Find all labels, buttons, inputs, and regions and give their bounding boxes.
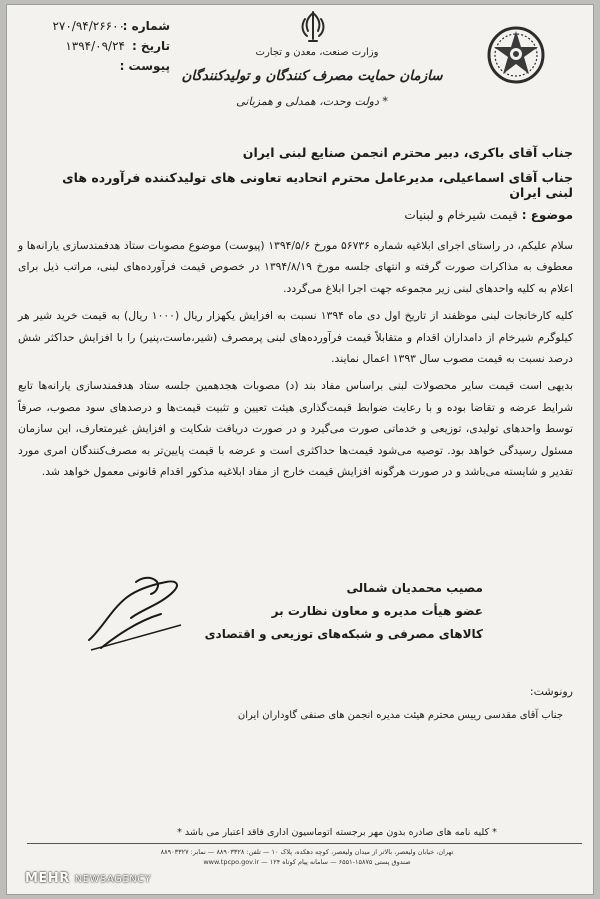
footer-divider: [27, 843, 582, 844]
body-paragraph-2: کلیه کارخانجات لبنی موظفند از تاریخ اول دی ماه ۱۳۹۴ نسبت به افزایش یکهزار ریال (۱۰۰۰ ریال) به قیمت خرید شیر هر کیلوگرم شیرخام از دامداران اقدام و متقابلاً قیمت فرآورده‌های لبنی پرمصرف (شیر،ماست،پنیر) را با افزایش حداکثر شش درصد نسبت به قیمت مصوب سال ۱۳۹۳ اعمال نمایند.: [18, 309, 574, 366]
date-label: تاریخ :: [131, 39, 170, 53]
letter-metadata: [35, 19, 170, 79]
news-agency-watermark: [25, 871, 151, 886]
attachment-label: پیوست :: [119, 59, 170, 73]
cc-recipient: جناب آقای مقدسی رییس محترم هیئت مدیره انجمن های صنفی گاوداران ایران: [237, 710, 563, 721]
organization-name: سازمان حمایت مصرف کنندگان و تولیدکنندگان: [181, 68, 443, 84]
national-emblem-icon: [297, 9, 329, 45]
body-paragraph-3: بدیهی است قیمت سایر محصولات لبنی براساس مفاد بند (د) مصوبات هجدهمین جلسه ستاد هدفمندسازی یارانه‌ها تابع شرایط عرضه و تقاضا بوده و با رعایت ضوابط قیمت‌گذاری هیئت تعیین و تثبیت قیمت‌ها و درصدهای سود مصوب، صرفاً توسط واحدهای تولیدی، توزیعی و خدماتی صورت می‌گیرد و در صورت دریافت شکایت و افزایش غیرمتعارف، این سازمان مسئول رسیدگی خواهد بود. توصیه می‌شود قیمت‌ها حداکثری است و عرضه با قیمت پایین‌تر به مصرف‌کنندگان امری مورد تقدیر و شایسته می‌باشد و در صورت هرگونه افزایش قیمت خارج از مفاد ابلاغیه مذکور اقدام قانونی معمول خواهد شد.: [18, 379, 573, 479]
addressee-2: جناب آقای اسماعیلی، مدیرعامل محترم اتحادیه تعاونی های تولیدکننده فرآورده های لبنی ایران: [62, 170, 573, 200]
signer-title-1: عضو هیأت مدیره و معاون نظارت بر: [271, 604, 483, 618]
signer-name: مصیب محمدیان شمالی: [346, 581, 483, 595]
footer-note: * کلیه نامه های صادره بدون مهر برجسته اتوماسیون اداری فاقد اعتبار می باشد *: [177, 827, 497, 838]
watermark-brand: MEHR: [25, 871, 70, 886]
subject-label: موضوع :: [521, 208, 573, 222]
footer-address: تهران، خیابان ولیعصر، بالاتر از میدان ولیعصر، کوچه دهکده، پلاک ۱۰ — تلفن: ۸۸۹۰۳۳۲۸ — نمابر: ۸۸۹۰۳۳۲۷: [160, 848, 454, 856]
ministry-name: وزارت صنعت، معدن و تجارت: [255, 47, 379, 58]
body-paragraph-1: سلام علیکم، در راستای اجرای ابلاغیه شماره ۵۶۷۳۶ مورخ ۱۳۹۴/۵/۶ (پیوست) موضوع مصوبات ستاد هدفمندسازی یارانه‌ها و معطوف به مذاکرات صورت گرفته و انتهای جلسه مورخ ۱۳۹۴/۸/۱۹ در خصوص قیمت فرآورده‌های لبنی، مراتب ذیل برای اعلام به کلیه واحدهای لبنی زیر مجموعه جهت اجرا ابلاغ می‌گردد.: [18, 239, 573, 295]
header-motto: * دولت وحدت، همدلی و همزبانی: [236, 95, 388, 108]
number-label: شماره :: [122, 19, 170, 33]
addressee-1: جناب آقای باکری، دبیر محترم انجمن صنایع لبنی ایران: [242, 145, 573, 160]
date-value: ۱۳۹۴/۰۹/۲۴: [65, 39, 125, 53]
signature-block: [123, 577, 483, 646]
organization-logo-icon: [485, 23, 547, 87]
signer-title-2: کالاهای مصرفی و شبکه‌های توزیعی و اقتصادی: [204, 627, 483, 641]
number-value: ۲۷۰/۹۴/۲۶۶۰۰: [52, 19, 125, 33]
watermark-suffix: NEWSAGENCY: [74, 874, 152, 885]
cc-label: رونوشت:: [529, 685, 573, 698]
letter-page: [6, 4, 594, 895]
letter-body: [18, 235, 573, 482]
footer-contact: صندوق پستی ۱۵۸۷۵-۶۵۵۱ — سامانه پیام کوتاه ۱۲۴ — www.tpcpo.gov.ir: [203, 858, 411, 866]
subject-line: [404, 208, 573, 222]
subject-text: قیمت شیرخام و لبنیات: [404, 208, 518, 222]
